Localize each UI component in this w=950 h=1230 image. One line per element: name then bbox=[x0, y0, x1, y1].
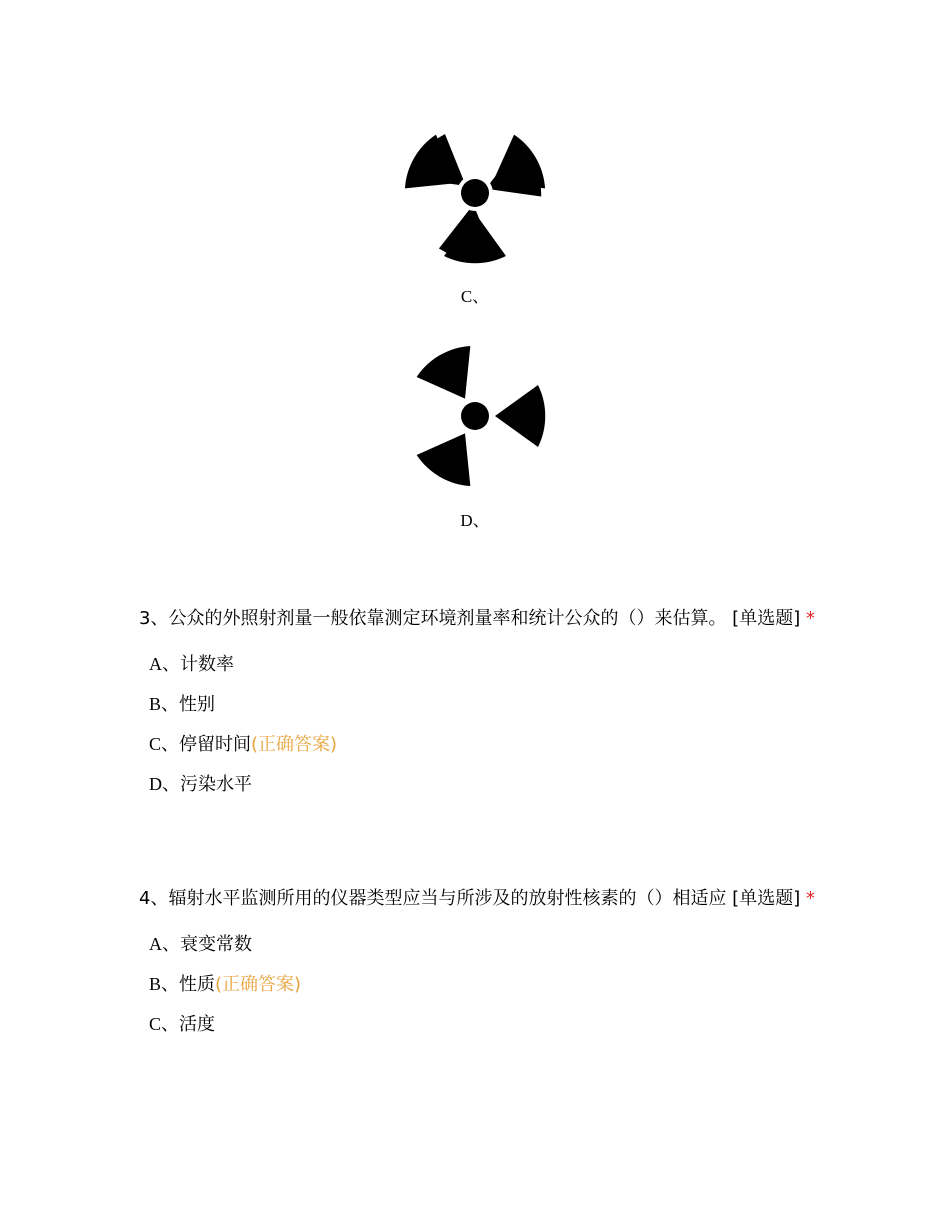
option-c-caption: C、 bbox=[460, 287, 490, 306]
option-d-caption: D、 bbox=[460, 511, 490, 530]
question-3 bbox=[139, 600, 819, 804]
required-mark: * bbox=[805, 608, 815, 629]
option-c[interactable] bbox=[139, 724, 819, 764]
option-text: 性质 bbox=[179, 974, 216, 995]
option-letter: B、 bbox=[149, 694, 180, 714]
option-text: 衰变常数 bbox=[180, 934, 252, 955]
option-letter: B、 bbox=[149, 974, 180, 994]
radiation-trefoil-icon bbox=[400, 341, 550, 491]
option-d-figure bbox=[0, 341, 950, 491]
question-title bbox=[139, 880, 819, 918]
option-c[interactable] bbox=[139, 1004, 819, 1044]
correct-answer-tag: (正确答案) bbox=[251, 734, 338, 755]
option-text: 污染水平 bbox=[180, 774, 252, 795]
option-b[interactable] bbox=[139, 964, 819, 1004]
required-mark: * bbox=[805, 888, 815, 909]
option-c-figure bbox=[0, 118, 950, 268]
option-a[interactable] bbox=[139, 924, 819, 964]
option-text: 活度 bbox=[179, 1014, 216, 1035]
option-d[interactable] bbox=[139, 764, 819, 804]
option-text: 停留时间 bbox=[179, 734, 252, 755]
correct-answer-tag: (正确答案) bbox=[215, 974, 302, 995]
option-text: 计数率 bbox=[180, 654, 234, 675]
question-4 bbox=[139, 880, 819, 1044]
option-letter: A、 bbox=[149, 654, 180, 674]
question-title bbox=[139, 600, 819, 638]
question-title-text: 4、辐射水平监测所用的仪器类型应当与所涉及的放射性核素的（）相适应 [单选题] bbox=[139, 888, 801, 909]
option-letter: C、 bbox=[149, 1014, 180, 1034]
option-letter: D、 bbox=[149, 774, 180, 794]
option-letter: A、 bbox=[149, 934, 180, 954]
option-letter: C、 bbox=[149, 734, 180, 754]
question-title-text: 3、公众的外照射剂量一般依靠测定环境剂量率和统计公众的（）来估算。 [单选题] bbox=[139, 608, 801, 629]
option-a[interactable] bbox=[139, 644, 819, 684]
option-text: 性别 bbox=[179, 694, 216, 715]
option-b[interactable] bbox=[139, 684, 819, 724]
radiation-trefoil-icon bbox=[400, 118, 550, 268]
